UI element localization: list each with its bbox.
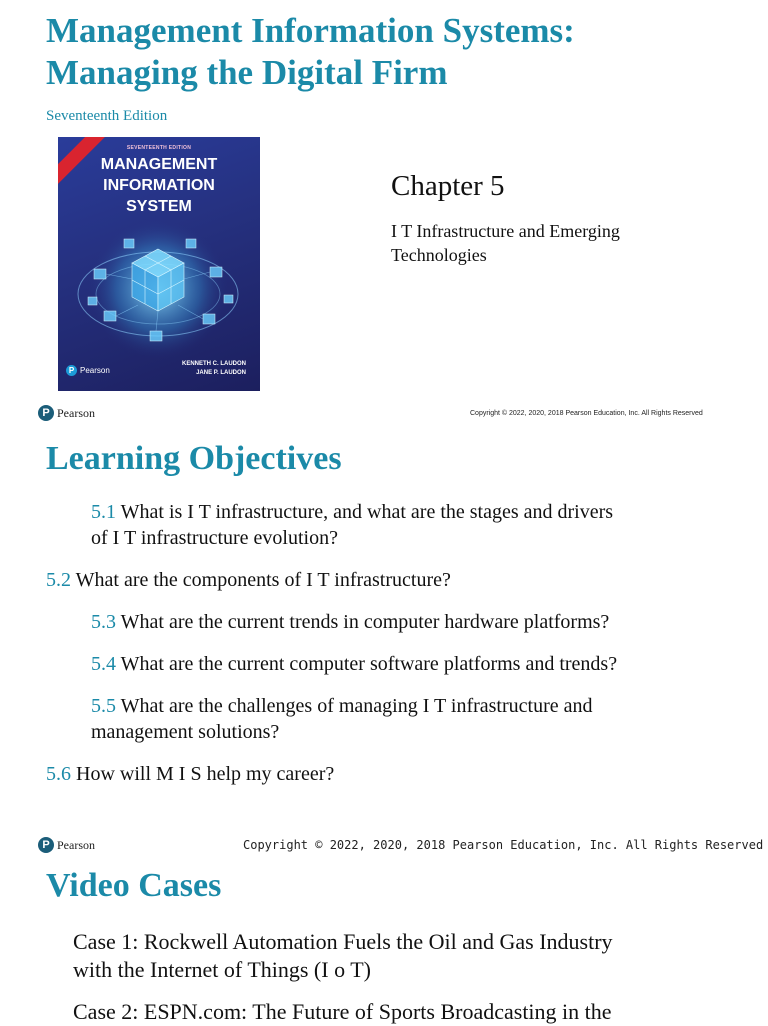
- objective-number: 5.4: [91, 653, 116, 675]
- footer-logo-text: Pearson: [57, 405, 95, 420]
- objective-text-continued: management solutions?: [91, 721, 280, 743]
- slide-title: [46, 10, 746, 94]
- cover-title-line-2: INFORMATION: [103, 177, 215, 194]
- cover-publisher: [66, 365, 110, 376]
- video-case-text-continued: with the Internet of Things (I o T): [73, 957, 371, 982]
- video-case-item: [73, 998, 723, 1026]
- footer-copyright-slide-1: Copyright © 2022, 2020, 2018 Pearson Education, Inc. All Rights Reserved: [470, 410, 703, 417]
- footer-logo-slide-1: [38, 405, 95, 421]
- slide-title-line-1: Management Information Systems:: [46, 11, 575, 50]
- cover-title-line-1: MANAGEMENT: [100, 156, 218, 173]
- footer-copyright-slide-2: Copyright © 2022, 2020, 2018 Pearson Education, Inc. All Rights Reserved: [243, 838, 764, 852]
- pearson-logo-icon: P: [38, 405, 54, 421]
- objective-text: What are the challenges of managing I T infrastructure and: [116, 695, 593, 717]
- objective-text: What are the current computer software platforms and trends?: [116, 653, 618, 675]
- objective-item: [46, 761, 726, 787]
- video-case-text: Case 2: ESPN.com: The Future of Sports Broadcasting in the: [73, 999, 612, 1024]
- footer-logo-slide-2: [38, 837, 95, 853]
- book-cover: [58, 137, 260, 391]
- cover-cube-illustration: [58, 219, 260, 369]
- objective-item: [91, 499, 731, 551]
- cover-author-2: JANE P. LAUDON: [196, 370, 246, 376]
- cover-edition-label: SEVENTEENTH EDITION: [126, 145, 192, 151]
- objective-number: 5.5: [91, 695, 116, 717]
- objective-item: [46, 567, 726, 593]
- chapter-subtitle: [391, 219, 691, 267]
- footer-logo-text: Pearson: [57, 837, 95, 852]
- objective-number: 5.1: [91, 501, 116, 523]
- objective-item: [91, 651, 731, 677]
- edition-label: Seventeenth Edition: [46, 108, 168, 124]
- slide-title-line-2: Managing the Digital Firm: [46, 53, 448, 92]
- objective-text: What are the components of I T infrastructure?: [71, 569, 451, 591]
- pearson-logo-icon: P: [66, 365, 77, 376]
- video-case-text: Case 1: Rockwell Automation Fuels the Oil and Gas Industry: [73, 929, 613, 954]
- learning-objectives-heading: Learning Objectives: [46, 440, 342, 477]
- cover-title-line-3: SYSTEM: [126, 198, 192, 215]
- objective-text: What are the current trends in computer hardware platforms?: [116, 611, 610, 633]
- cover-publisher-name: Pearson: [80, 366, 110, 375]
- video-case-item: [73, 928, 723, 984]
- chapter-title: Chapter 5: [391, 170, 505, 202]
- pearson-logo-icon: P: [38, 837, 54, 853]
- chapter-subtitle-line-1: I T Infrastructure and Emerging: [391, 221, 620, 241]
- chapter-subtitle-line-2: Technologies: [391, 245, 487, 265]
- objective-text: What is I T infrastructure, and what are the stages and drivers: [116, 501, 614, 523]
- objective-number: 5.3: [91, 611, 116, 633]
- video-cases-heading: Video Cases: [46, 867, 222, 904]
- objective-item: [91, 693, 731, 745]
- objective-text-continued: of I T infrastructure evolution?: [91, 527, 338, 549]
- objective-number: 5.6: [46, 763, 71, 785]
- objective-number: 5.2: [46, 569, 71, 591]
- objective-item: [91, 609, 731, 635]
- objective-text: How will M I S help my career?: [71, 763, 335, 785]
- cover-author-1: KENNETH C. LAUDON: [182, 361, 246, 367]
